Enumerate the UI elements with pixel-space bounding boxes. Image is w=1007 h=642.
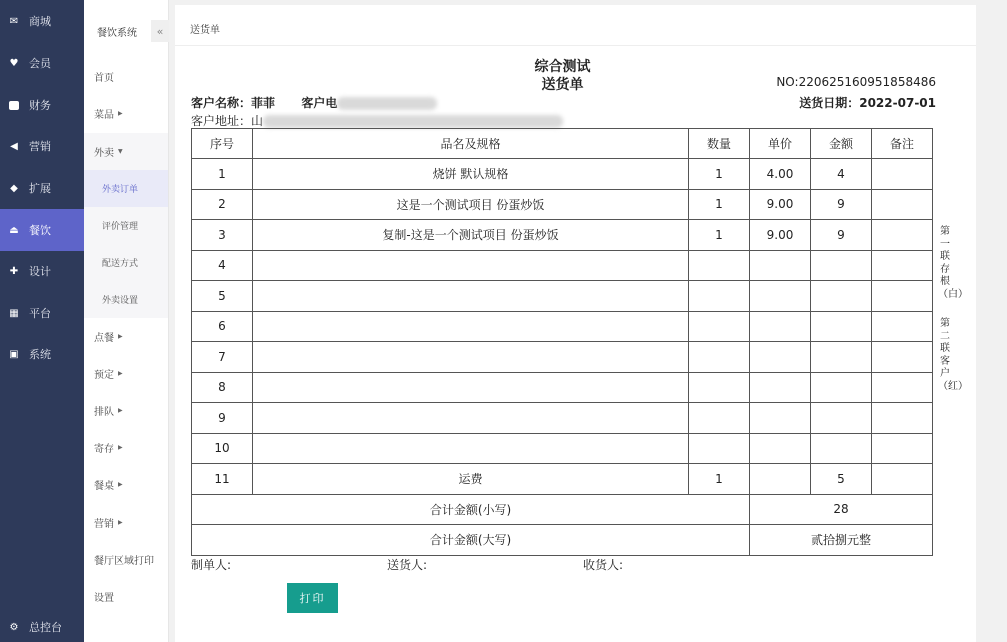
divider	[175, 45, 976, 46]
sub-item-tables[interactable]: 餐桌 ▶	[94, 481, 123, 492]
nav-item-label: 会员	[29, 57, 51, 70]
table-body	[192, 159, 933, 556]
col-header-no: 序号	[192, 129, 253, 159]
customer-copy-label: 第二联客户（红）	[938, 318, 968, 392]
nav-item-label: 设计	[29, 265, 51, 278]
sub-item-home[interactable]: 首页	[94, 73, 114, 84]
table-row: 4	[192, 250, 933, 281]
delivery-table	[191, 128, 933, 556]
caret-down-icon: ▼	[118, 148, 123, 155]
col-header-price: 单价	[750, 129, 811, 159]
main-sidebar	[0, 0, 84, 642]
table-row: 9	[192, 403, 933, 434]
caret-right-icon: ▶	[118, 444, 123, 451]
nav-item-label: 营销	[29, 140, 51, 153]
nav-item-design[interactable]	[0, 250, 84, 292]
redacted-address	[263, 115, 563, 128]
nav-item-label: 平台	[29, 307, 51, 320]
col-header-amount: 金额	[811, 129, 872, 159]
stub-copy-label: 第一联存根（白）	[938, 226, 968, 300]
nav-item-member[interactable]	[0, 42, 84, 84]
table-row: 2 这是一个测试项目 份蛋炒饭 1 9.00 9	[192, 189, 933, 220]
order-number: NO:220625160951858486	[776, 75, 936, 89]
print-button[interactable]: 打印	[287, 583, 338, 613]
total-small-label: 合计金额(小写)	[192, 494, 750, 525]
sub-item-dishes[interactable]: 菜品 ▶	[94, 110, 123, 121]
sub-sidebar-title: 餐饮系统	[97, 28, 137, 39]
total-big-value: 贰拾捌元整	[750, 525, 933, 556]
total-small-row	[192, 494, 933, 525]
sub-item-area-print[interactable]: 餐厅区域打印	[94, 556, 154, 567]
table-row: 1 烧饼 默认规格 1 4.00 4	[192, 159, 933, 190]
sub-item-promotion[interactable]: 营销 ▶	[94, 519, 123, 530]
nav-item-label: 总控台	[29, 621, 62, 634]
nav-item-label: 系统	[29, 348, 51, 361]
nav-item-label: 商城	[29, 15, 51, 28]
table-row: 10	[192, 433, 933, 464]
table-row: 5	[192, 281, 933, 312]
customer-address-label: 客户地址：	[191, 114, 252, 128]
gear-icon: ⚙	[9, 621, 19, 633]
sub-sidebar	[84, 0, 169, 642]
sub-item-reservation[interactable]: 预定 ▶	[94, 370, 123, 381]
customer-name-label: 客户名称：	[191, 96, 252, 110]
sub-item-takeout-settings[interactable]: 外卖设置	[84, 281, 168, 318]
caret-right-icon: ▶	[118, 110, 123, 117]
wallet-icon	[8, 99, 20, 111]
col-header-qty: 数量	[689, 129, 750, 159]
delivery-date	[799, 94, 936, 111]
col-header-note: 备注	[872, 129, 933, 159]
mail-icon: ✉	[9, 15, 19, 27]
sub-item-settings[interactable]: 设置	[94, 593, 114, 604]
company-name: 综合测试	[534, 59, 591, 75]
sub-item-takeout-orders[interactable]: 外卖订单	[84, 170, 168, 207]
nav-item-label: 扩展	[29, 182, 51, 195]
sub-item-ordering[interactable]: 点餐 ▶	[94, 333, 123, 344]
cube-icon: ◆	[10, 182, 18, 194]
sender-label: 送货人:	[387, 558, 428, 572]
collapse-sidebar-button[interactable]: «	[151, 20, 169, 42]
table-row: 11 运费 1 5	[192, 464, 933, 495]
eject-icon: ⏏	[9, 224, 19, 236]
nav-item-system[interactable]	[0, 333, 84, 375]
customer-address-value: 山	[251, 114, 264, 128]
table-header-row	[192, 129, 933, 159]
nav-item-label: 财务	[29, 99, 51, 112]
grid-icon: ▦	[9, 307, 19, 319]
nav-item-marketing[interactable]	[0, 125, 84, 167]
delivery-date-label: 送货日期：	[799, 96, 860, 110]
redacted-phone	[337, 97, 437, 110]
monitor-icon: ▣	[9, 348, 19, 360]
caret-right-icon: ▶	[118, 519, 123, 526]
total-small-value: 28	[750, 494, 933, 525]
col-header-name: 品名及规格	[253, 129, 689, 159]
caret-right-icon: ▶	[118, 481, 123, 488]
customer-phone-label: 客户电	[301, 96, 338, 110]
nav-item-catering[interactable]	[0, 209, 84, 251]
nav-item-extension[interactable]	[0, 167, 84, 209]
nav-item-mall[interactable]	[0, 0, 84, 42]
puzzle-icon: ✚	[9, 265, 19, 277]
nav-item-label: 餐饮	[29, 224, 51, 237]
total-big-row	[192, 525, 933, 556]
table-row: 7	[192, 342, 933, 373]
sub-item-takeout[interactable]: 外卖 ▼	[84, 133, 168, 170]
sub-item-storage[interactable]: 寄存 ▶	[94, 444, 123, 455]
breadcrumb: 送货单	[190, 25, 220, 36]
total-big-label: 合计金额(大写)	[192, 525, 750, 556]
nav-item-console[interactable]	[0, 612, 84, 642]
caret-right-icon: ▶	[118, 370, 123, 377]
caret-right-icon: ▶	[118, 333, 123, 340]
table-row: 6	[192, 311, 933, 342]
megaphone-icon: ◀	[10, 140, 18, 152]
nav-item-platform[interactable]	[0, 292, 84, 334]
receiver-label: 收货人:	[583, 558, 624, 572]
sub-item-reviews[interactable]: 评价管理	[84, 207, 168, 244]
table-row: 8	[192, 372, 933, 403]
sub-item-queue[interactable]: 排队 ▶	[94, 407, 123, 418]
table-row: 3 复制-这是一个测试项目 份蛋炒饭 1 9.00 9	[192, 220, 933, 251]
nav-item-finance[interactable]	[0, 84, 84, 126]
caret-right-icon: ▶	[118, 407, 123, 414]
heart-icon: ♥	[9, 57, 19, 69]
sub-item-delivery-methods[interactable]: 配送方式	[84, 244, 168, 281]
customer-address	[191, 112, 563, 129]
document-title: 送货单	[541, 77, 584, 93]
maker-label: 制单人:	[191, 558, 232, 572]
customer-name-value: 菲菲	[251, 96, 276, 110]
customer-info	[191, 94, 437, 111]
main-panel	[175, 5, 976, 642]
delivery-date-value: 2022-07-01	[859, 96, 936, 110]
